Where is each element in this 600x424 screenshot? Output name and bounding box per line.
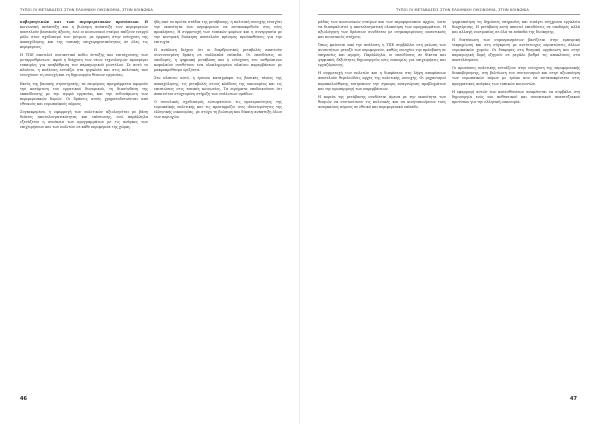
header-rule: [20, 14, 282, 15]
text-column-1: [20, 20, 148, 406]
paragraph: κυβερνητικών και των περιφερειακών προτάσεων. Η κοινωνική ανάπτυξη και η βιώσιμη ανάπτυξη των περιφερειών αποτελούν βασικούς άξονες, ενώ οι κοινωνικοί εταίροι παίζουν ενεργό ρόλο στον σχεδιασμό των μέτρων, με έμφαση στην ενίσχυση της απασχόλησης και της τοπικής επιχειρηματικότητας σε όλες τις περιφέρειες.: [20, 20, 148, 50]
page-number: 46: [20, 396, 27, 402]
paragraph: Η πορεία της μετάβασης συνδέεται άμεσα με την ικανότητα των θεσμών να συντονίσουν τις πολιτικές και να κινητοποιήσουν τους αναγκαίους πόρους σε εθνικό και περιφερειακό επίπεδο.: [318, 94, 446, 109]
paragraph: Εκτός της βασικής στρατηγικής, τα επιμέρους προγράμματα αφορούν την κατάρτιση του εργατικού δυναμικού, τη διασύνδεση της εκπαίδευσης με την αγορά εργασίας και την ενδυνάμωση των περιφερειακών δομών. Οι δράσεις αυτές χρηματοδοτούνται από εθνικούς και ευρωπαϊκούς πόρους.: [20, 81, 148, 106]
page-number: 47: [570, 396, 577, 402]
paragraph: Όπως φαίνεται από την ανάλυση, η ΤΠΕ συμβάλλει στη μείωση των ανισοτήτων μεταξύ των περιφερειών, καθώς ενισχύει την πρόσβαση σε υπηρεσίες και αγορές. Παράλληλα, οι επενδύσεις σε δίκτυα και ψηφιακές δεξιότητες δημιουργούν νέες ευκαιρίες για επιχειρήσεις και εργαζόμενους.: [318, 43, 446, 68]
paragraph: ψηφιοποίηση τις δημόσιες υπηρεσίες και εισάγει σύγχρονα εργαλεία διαχείρισης. Η μετάβαση αυτή απαιτεί επενδύσεις σε υποδομές αλλά και αλλαγή νοοτροπίας σε όλα τα επίπεδα της διοίκησης.: [452, 20, 580, 35]
text-column-2: [154, 20, 282, 406]
paragraph: Η εφαρμογή αυτών των κατευθύνσεων αναμένεται να συμβάλει στη δημιουργία ενός πιο ανθεκτικού και συνεκτικού αναπτυξιακού προτύπου για την ελληνική οικονομία.: [452, 89, 580, 104]
paragraph: Η διατύπωση των συμπερασμάτων βασίζεται στην εμπειρική τεκμηρίωση και στη σύγκριση με αντίστοιχες περιπτώσεις άλλων ευρωπαϊκών χωρών. Οι διαφορές στη θεσμική οργάνωση και στην παραγωγική δομή εξηγούν σε μεγάλο βαθμό τις αποκλίσεις στα αποτελέσματα.: [452, 38, 580, 63]
paragraph: Η συμμετοχή των πολιτών και η διαφάνεια στη λήψη αποφάσεων αποτελούν θεμελιώδεις αρχές της πολιτικής συνοχής. Οι μηχανισμοί παρακολούθησης επιτρέπουν την έγκαιρη αναγνώριση προβλημάτων και την προσαρμογή των παρεμβάσεων.: [318, 71, 446, 91]
header-rule: [318, 14, 580, 15]
text-column-1: [318, 20, 446, 406]
paragraph: Στο πλαίσιο αυτό, η έρευνα καταγράφει τις βασικές τάσεις της απασχόλησης, τις μεταβολές στους κλάδους της οικονομίας και τις επιπτώσεις στις τοπικές κοινωνίες. Τα ευρήματα υποδεικνύουν ότι απαιτείται στοχευμένη στήριξη των ευάλωτων ομάδων.: [154, 76, 282, 96]
paragraph: Συγκεκριμένα, η εφαρμογή των πολιτικών αξιολογείται με βάση δείκτες αποτελεσματικότητας και επίπτωσης, ενώ παράλληλα εξετάζεται η συνέπεια των προγραμμάτων με τις ανάγκες των επιχειρήσεων και των πολιτών σε κάθε περιφέρεια της χώρας.: [20, 109, 148, 129]
paragraph: Οι προτάσεις πολιτικής εστιάζουν στην ενίσχυση της περιφερειακής διακυβέρνησης, στη βελτίωση του συντονισμού και στην αξιοποίηση των ευρωπαϊκών πόρων με τρόπο που να ανταποκρίνεται στις πραγματικές ανάγκες των τοπικών κοινωνιών.: [452, 66, 580, 86]
running-header: ΤΥΠΟΙ ΟΙ ΜΕΤΑΒΑΣΕΙΣ ΣΤΗΝ ΕΛΛΗΝΙΚΗ ΟΙΚΟΝΟΜΙΑ, ΣΤΗΝ ΚΟΙΝΩΝΙΑ: [396, 8, 530, 12]
paragraph: ήδη από τα πρώτα στάδια της μετάβασης, η πολιτική συνοχής ενισχύει την ικανότητα των περιφερειών να ανταποκριθούν στις νέες προκλήσεις. Η συμμετοχή των τοπικών φορέων και η συνεργασία με την κεντρική διοίκηση αποτελούν κρίσιμες προϋποθέσεις για την επιτυχία.: [154, 20, 282, 45]
paragraph: Η ΤΠΕ αποτελεί ουσιαστικό πεδίο ένταξης και επιτάχυνσης των μεταρρυθμίσεων, αφού η διάχυση των νέων τεχνολογιών προσφέρει ευκαιρίες για αναβάθμιση του παραγωγικού μοντέλου. Σε αυτό το πλαίσιο, η ανάλυση εστιάζει στα εργαλεία και στις πολιτικές που ενισχύουν τη συνοχή και τη δημιουργία θέσεων εργασίας.: [20, 53, 148, 78]
paragraph: Ο συνολικός σχεδιασμός ενσωματώνει τις προτεραιότητες της ευρωπαϊκής πολιτικής και τις προσαρμόζει στις ιδιαιτερότητες της ελληνικής οικονομίας, με στόχο τη βιώσιμη και δίκαιη ανάπτυξη όλων των περιοχών.: [154, 99, 282, 119]
right-page: [300, 0, 600, 424]
running-header: ΤΥΠΟΙ ΟΙ ΜΕΤΑΒΑΣΕΙΣ ΣΤΗΝ ΕΛΛΗΝΙΚΗ ΟΙΚΟΝΟΜΙΑ, ΣΤΗΝ ΚΟΙΝΩΝΙΑ: [20, 8, 154, 12]
paragraph: μάδας των κοινωνικών εταίρων και των περιφερειακών αρχών, ώστε να διασφαλιστεί η αποτελεσματική υλοποίηση των προγραμμάτων. Η αξιολόγηση των δράσεων συνδέεται με συγκεκριμένους ποσοτικούς και ποιοτικούς στόχους.: [318, 20, 446, 40]
paragraph: Η ανάλυση δείχνει ότι οι διαρθρωτικές μεταβολές απαιτούν συντονισμένη δράση σε πολλαπλά επίπεδα. Οι επενδύσεις σε υποδομές, η ψηφιακή μετάβαση και η ενίσχυση του ανθρώπινου κεφαλαίου συνθέτουν ένα ολοκληρωμένο πλαίσιο παρεμβάσεων με μακροπρόθεσμο ορίζοντα.: [154, 48, 282, 73]
text-column-2: [452, 20, 580, 406]
